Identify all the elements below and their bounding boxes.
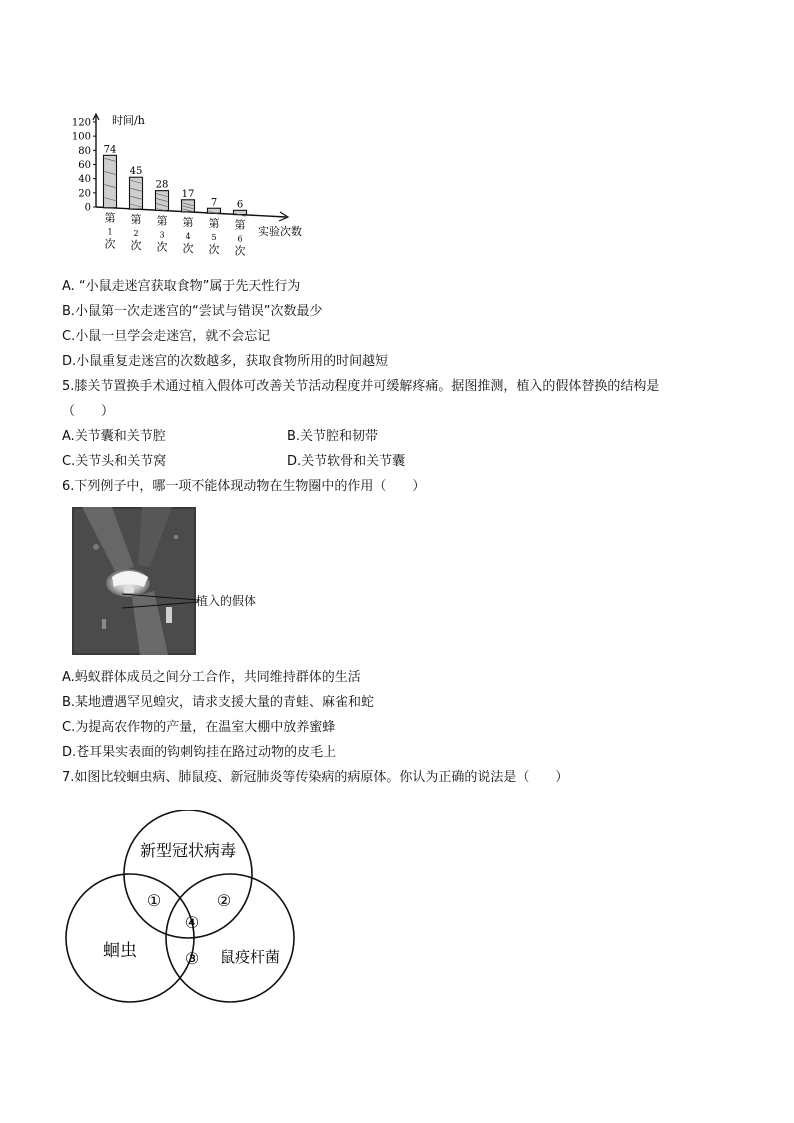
q5-option-b: B.关节腔和韧带 — [287, 429, 379, 444]
bar-value-label: 7 — [210, 197, 218, 209]
q4-option-a: A. “小鼠走迷宫获取食物”属于先天性行为 — [62, 279, 301, 294]
x-category-label: 6 — [237, 234, 243, 244]
venn-region-3: ③ — [184, 949, 200, 968]
q6-option-c: C.为提高农作物的产量，在温室大棚中放养蜜蜂 — [62, 720, 336, 735]
bar-value-label: 74 — [103, 144, 117, 156]
q6-option-d: D.苍耳果实表面的钩刺钩挂在路过动物的皮毛上 — [62, 745, 337, 760]
x-category-label: 2 — [133, 229, 139, 239]
x-category-label: 1 — [107, 227, 113, 237]
y-tick-label: 40 — [78, 174, 91, 186]
photo-label — [196, 590, 256, 609]
bar — [234, 210, 247, 214]
photo-pointer-lines — [120, 590, 200, 614]
y-tick-label: 100 — [71, 131, 91, 143]
venn-label-virus: 新型冠状病毒 — [139, 841, 237, 860]
x-category-label: 5 — [211, 233, 217, 243]
q5-stem: 5.膝关节置换手术通过植入假体可改善关节活动程度并可缓解疼痛。据图推测，植入的假体替换的结构是 — [62, 379, 660, 394]
venn-label-roundworm: 蛔虫 — [103, 941, 137, 961]
x-category-label: 4 — [185, 231, 191, 241]
implant-label: 植入的假体 — [196, 594, 257, 608]
x-category-label: 次 — [234, 244, 246, 258]
y-tick-label: 20 — [78, 188, 91, 200]
x-category-label: 3 — [159, 230, 165, 240]
chart-y-axis-label: 时间/h — [112, 114, 145, 127]
venn-label-bacteria: 鼠疫杆菌 — [219, 948, 281, 966]
x-category-label: 第 — [208, 217, 220, 231]
q6-option-b: B.某地遭遇罕见蝗灾，请求支援大量的青蛙、麻雀和蛇 — [62, 695, 375, 710]
bar-value-label: 45 — [129, 166, 143, 178]
x-category-label: 次 — [208, 243, 220, 257]
x-category-label: 第 — [104, 211, 116, 225]
q4-option-c: C.小鼠一旦学会走迷宫，就不会忘记 — [62, 329, 271, 344]
chart-x-axis-label: 实验次数 — [258, 225, 302, 238]
chart-y-ticks — [72, 118, 96, 214]
x-category-label: 次 — [104, 237, 116, 251]
chart-bars — [104, 144, 247, 216]
q6-option-a: A.蚂蚁群体成员之间分工合作，共同维持群体的生活 — [62, 670, 361, 685]
x-category-label: 第 — [182, 215, 194, 229]
q5-blank: （ ） — [62, 404, 115, 419]
y-tick-label: 80 — [78, 145, 91, 157]
x-category-label: 次 — [182, 241, 194, 255]
experiment-time-bar-chart — [68, 112, 308, 262]
venn-region-4: ④ — [184, 913, 200, 932]
x-category-label: 第 — [156, 214, 168, 228]
venn-region-1: ① — [146, 891, 162, 910]
q4-option-b: B.小鼠第一次走迷宫的“尝试与错误”次数最少 — [62, 304, 323, 319]
q6-stem: 6.下列例子中，哪一项不能体现动物在生物圈中的作用（ ） — [62, 479, 426, 494]
bar — [104, 155, 117, 207]
q5-option-a: A.关节囊和关节腔 — [62, 429, 166, 444]
y-tick-label: 120 — [71, 117, 91, 129]
bar-value-label: 28 — [155, 179, 169, 191]
x-category-label: 次 — [130, 239, 142, 253]
venn-region-2: ② — [216, 891, 232, 910]
venn-circle-roundworm — [66, 874, 194, 1002]
chart-x-categories — [105, 212, 246, 258]
x-category-label: 次 — [156, 240, 168, 254]
pathogen-venn-diagram — [62, 810, 302, 1010]
knee-xray-photo — [72, 507, 196, 655]
q5-option-d: D.关节软骨和关节囊 — [287, 454, 406, 469]
q5-option-c: C.关节头和关节窝 — [62, 454, 167, 469]
x-category-label: 第 — [130, 213, 142, 227]
bar-value-label: 6 — [236, 199, 244, 211]
q7-stem: 7.如图比较蛔虫病、肺鼠疫、新冠肺炎等传染病的病原体。你认为正确的说法是（ ） — [62, 770, 569, 785]
bar-value-label: 17 — [181, 188, 195, 200]
y-tick-label: 60 — [78, 160, 91, 171]
y-tick-label: 0 — [84, 202, 91, 214]
x-category-label: 第 — [234, 218, 246, 232]
q4-option-d: D.小鼠重复走迷宫的次数越多，获取食物所用的时间越短 — [62, 354, 389, 369]
